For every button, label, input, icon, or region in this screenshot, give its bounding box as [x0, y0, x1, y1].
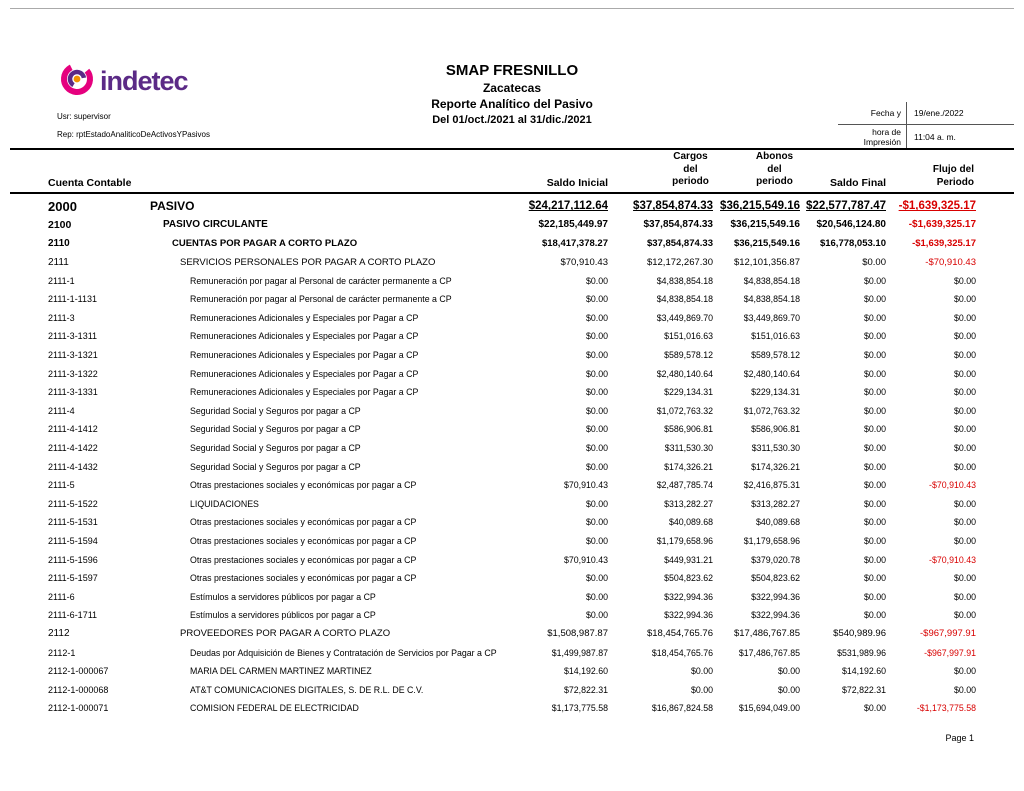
table-row: [48, 569, 976, 588]
hora-value: 11:04 a. m.: [914, 131, 956, 142]
abonos-value: $586,906.81: [751, 424, 800, 435]
table-row: [48, 216, 976, 235]
cargos-value: $40,089.68: [668, 517, 713, 528]
account-description: Seguridad Social y Seguros por pagar a CP: [190, 424, 361, 435]
saldo-inicial-value: $24,217,112.64: [528, 200, 608, 213]
flujo-value: $0.00: [953, 424, 976, 435]
account-code: 2000: [48, 198, 77, 214]
flujo-value: -$1,639,325.17: [908, 219, 976, 231]
indetec-logo: [58, 60, 188, 103]
flujo-value: -$70,910.43: [929, 554, 976, 565]
saldo-inicial-value: $0.00: [585, 498, 608, 509]
flujo-value: $0.00: [953, 535, 976, 546]
flujo-value: -$1,639,325.17: [898, 200, 976, 213]
col-header-abonos: Abonos del periodo: [755, 151, 794, 187]
abonos-value: $379,020.78: [751, 554, 800, 565]
account-description: PROVEEDORES POR PAGAR A CORTO PLAZO: [180, 628, 391, 640]
cargos-value: $0.00: [690, 684, 713, 695]
saldo-final-value: $20,546,124.80: [816, 219, 886, 231]
saldo-inicial-value: $0.00: [585, 405, 608, 416]
account-code: 2111-5-1531: [48, 517, 98, 528]
print-datetime-block: [838, 102, 1014, 148]
cargos-value: $37,854,874.33: [633, 200, 713, 213]
saldo-final-value: $0.00: [863, 443, 886, 454]
table-row: [48, 420, 976, 439]
top-border: [10, 8, 1014, 9]
flujo-value: $0.00: [953, 405, 976, 416]
flujo-value: $0.00: [953, 350, 976, 361]
saldo-final-value: $0.00: [863, 387, 886, 398]
account-code: 2111-5: [48, 480, 75, 491]
abonos-value: $2,416,875.31: [743, 480, 800, 491]
abonos-value: $4,838,854.18: [743, 275, 800, 286]
cargos-value: $151,016.63: [664, 331, 713, 342]
saldo-final-value: $0.00: [863, 480, 886, 491]
account-description: Otras prestaciones sociales y económicas por pagar a CP: [190, 480, 417, 491]
account-description: Remuneraciones Adicionales y Especiales por Pagar a CP: [190, 312, 419, 323]
saldo-final-value: $14,192.60: [841, 666, 886, 677]
cargos-value: $3,449,869.70: [656, 312, 713, 323]
saldo-final-value: $72,822.31: [841, 684, 886, 695]
account-code: 2111-3-1321: [48, 350, 98, 361]
account-code: 2111-5-1522: [48, 498, 98, 509]
col-header-cargos: Cargos del periodo: [672, 151, 709, 187]
saldo-inicial-value: $70,910.43: [560, 256, 608, 268]
saldo-final-value: $0.00: [863, 294, 886, 305]
account-description: MARIA DEL CARMEN MARTINEZ MARTINEZ: [190, 666, 372, 677]
abonos-value: $40,089.68: [755, 517, 800, 528]
saldo-final-value: $0.00: [863, 610, 886, 621]
flujo-value: $0.00: [953, 573, 976, 584]
saldo-final-value: $22,577,787.47: [806, 200, 886, 213]
abonos-value: $0.00: [777, 666, 800, 677]
account-description: Otras prestaciones sociales y económicas por pagar a CP: [190, 535, 417, 546]
table-row: [48, 234, 976, 253]
account-code: 2100: [48, 218, 72, 231]
table-row: [48, 643, 976, 662]
indetec-swirl-icon: [58, 60, 96, 103]
cargos-value: $12,172,267.30: [646, 256, 713, 268]
account-description: Seguridad Social y Seguros por pagar a CP: [190, 461, 361, 472]
saldo-final-value: $0.00: [863, 591, 886, 602]
report-id-label: Rep: rptEstadoAnaliticoDeActivosYPasivos: [57, 130, 210, 139]
table-row: [48, 680, 976, 699]
account-code: 2111-6-1711: [48, 610, 98, 621]
flujo-value: $0.00: [953, 387, 976, 398]
table-row: [48, 346, 976, 365]
abonos-value: $313,282.27: [751, 498, 800, 509]
table-row: [48, 364, 976, 383]
account-description: Remuneración por pagar al Personal de carácter permanente a CP: [190, 294, 452, 305]
abonos-value: $504,823.62: [751, 573, 800, 584]
saldo-inicial-value: $0.00: [585, 591, 608, 602]
table-row: [48, 476, 976, 495]
saldo-inicial-value: $0.00: [585, 294, 608, 305]
cargos-value: $37,854,874.33: [643, 219, 713, 231]
logo-wordmark: indetec: [100, 66, 188, 96]
abonos-value: $1,072,763.32: [743, 405, 800, 416]
col-header-flujo: Flujo del Periodo: [932, 164, 974, 188]
flujo-value: -$1,173,775.58: [916, 703, 976, 714]
saldo-final-value: $0.00: [863, 405, 886, 416]
col-header-saldo-final: Saldo Final: [829, 177, 886, 189]
flujo-value: $0.00: [953, 368, 976, 379]
saldo-inicial-value: $14,192.60: [563, 666, 608, 677]
cargos-value: $16,867,824.58: [651, 703, 713, 714]
cargos-value: $37,854,874.33: [646, 237, 713, 249]
cargos-value: $0.00: [690, 666, 713, 677]
cargos-value: $311,530.30: [664, 443, 713, 454]
account-code: 2111-3-1311: [48, 331, 98, 342]
flujo-value: $0.00: [953, 294, 976, 305]
flujo-value: $0.00: [953, 275, 976, 286]
saldo-final-value: $540,989.96: [833, 628, 886, 640]
account-code: 2112-1: [48, 647, 76, 658]
col-header-saldo-inicial: Saldo Inicial: [546, 177, 608, 189]
table-row: [48, 402, 976, 421]
saldo-inicial-value: $0.00: [585, 573, 608, 584]
account-code: 2111-3-1331: [48, 387, 98, 398]
account-description: Remuneraciones Adicionales y Especiales por Pagar a CP: [190, 350, 419, 361]
flujo-value: -$1,639,325.17: [912, 237, 976, 249]
abonos-value: $17,486,767.85: [733, 628, 800, 640]
saldo-inicial-value: $70,910.43: [563, 554, 608, 565]
saldo-inicial-value: $1,173,775.58: [551, 703, 608, 714]
flujo-value: $0.00: [953, 461, 976, 472]
saldo-inicial-value: $0.00: [585, 387, 608, 398]
saldo-final-value: $0.00: [862, 256, 886, 268]
account-description: Otras prestaciones sociales y económicas por pagar a CP: [190, 573, 417, 584]
account-description: AT&T COMUNICACIONES DIGITALES, S. DE R.L. DE C.V.: [190, 684, 424, 695]
account-description: Seguridad Social y Seguros por pagar a CP: [190, 405, 361, 416]
saldo-final-value: $0.00: [863, 703, 886, 714]
user-label: Usr: supervisor: [57, 112, 111, 121]
fecha-row: [838, 102, 1014, 125]
saldo-inicial-value: $72,822.31: [563, 684, 608, 695]
cargos-value: $313,282.27: [664, 498, 713, 509]
account-code: 2112-1-000068: [48, 684, 109, 695]
fecha-label: Fecha y: [870, 108, 901, 118]
account-code: 2112: [48, 628, 70, 640]
account-description: Remuneraciones Adicionales y Especiales por Pagar a CP: [190, 368, 419, 379]
saldo-inicial-value: $0.00: [585, 424, 608, 435]
account-description: Remuneración por pagar al Personal de carácter permanente a CP: [190, 275, 452, 286]
table-row: [48, 587, 976, 606]
flujo-value: $0.00: [953, 498, 976, 509]
account-code: 2111-5-1596: [48, 554, 98, 565]
saldo-final-value: $0.00: [863, 517, 886, 528]
table-row: [48, 457, 976, 476]
cargos-value: $18,454,765.76: [646, 628, 713, 640]
page-number: Page 1: [945, 733, 974, 743]
saldo-final-value: $16,778,053.10: [819, 237, 886, 249]
table-row: [48, 606, 976, 625]
abonos-value: $0.00: [777, 684, 800, 695]
report-period: Del 01/oct./2021 al 31/dic./2021: [432, 114, 592, 126]
table-row: [48, 662, 976, 681]
account-code: 2111-4: [48, 405, 75, 416]
flujo-value: $0.00: [953, 517, 976, 528]
abonos-value: $12,101,356.87: [733, 256, 800, 268]
cargos-value: $18,454,765.76: [651, 647, 713, 658]
abonos-value: $311,530.30: [751, 443, 800, 454]
table-row: [48, 271, 976, 290]
cargos-value: $1,179,658.96: [656, 535, 713, 546]
table-row: [48, 327, 976, 346]
account-description: Otras prestaciones sociales y económicas por pagar a CP: [190, 517, 417, 528]
abonos-value: $4,838,854.18: [743, 294, 800, 305]
cargos-value: $504,823.62: [664, 573, 713, 584]
table-row: [48, 197, 976, 216]
saldo-final-value: $0.00: [863, 424, 886, 435]
table-row: [48, 309, 976, 328]
flujo-value: $0.00: [953, 666, 976, 677]
table-row: [48, 383, 976, 402]
account-description: SERVICIOS PERSONALES POR PAGAR A CORTO PLAZO: [180, 256, 436, 268]
cargos-value: $1,072,763.32: [656, 405, 713, 416]
table-row: [48, 253, 976, 272]
abonos-value: $3,449,869.70: [743, 312, 800, 323]
account-code: 2111-1: [48, 275, 75, 286]
flujo-value: $0.00: [953, 684, 976, 695]
table-column-headers: [48, 150, 976, 190]
saldo-inicial-value: $22,185,449.97: [538, 219, 608, 231]
saldo-inicial-value: $0.00: [585, 368, 608, 379]
flujo-value: -$967,997.91: [924, 647, 976, 658]
saldo-inicial-value: $70,910.43: [563, 480, 608, 491]
account-description: COMISION FEDERAL DE ELECTRICIDAD: [190, 703, 359, 714]
abonos-value: $36,215,549.16: [733, 237, 800, 249]
account-code: 2111-3-1322: [48, 368, 98, 379]
fecha-value: 19/ene./2022: [914, 108, 964, 118]
col-header-cuenta: Cuenta Contable: [48, 177, 132, 189]
account-code: 2112-1-000067: [48, 666, 109, 677]
abonos-value: $229,134.31: [751, 387, 800, 398]
account-description: PASIVO: [150, 199, 195, 214]
account-description: Remuneraciones Adicionales y Especiales por Pagar a CP: [190, 331, 419, 342]
table-row: [48, 513, 976, 532]
saldo-final-value: $0.00: [863, 275, 886, 286]
saldo-inicial-value: $0.00: [585, 461, 608, 472]
account-description: Deudas por Adquisición de Bienes y Contratación de Servicios por Pagar a CP: [190, 647, 497, 658]
abonos-value: $589,578.12: [751, 350, 800, 361]
cargos-value: $4,838,854.18: [656, 294, 713, 305]
abonos-value: $174,326.21: [751, 461, 800, 472]
account-code: 2110: [48, 237, 70, 249]
abonos-value: $36,215,549.16: [720, 200, 800, 213]
flujo-value: $0.00: [953, 443, 976, 454]
saldo-final-value: $0.00: [863, 461, 886, 472]
hora-label: hora de Impresión: [863, 126, 901, 147]
account-code: 2111-4-1422: [48, 443, 98, 454]
saldo-final-value: $531,989.96: [837, 647, 886, 658]
account-code: 2111-5-1594: [48, 535, 98, 546]
account-code: 2112-1-000071: [48, 703, 109, 714]
saldo-inicial-value: $0.00: [585, 535, 608, 546]
cargos-value: $322,994.36: [664, 591, 713, 602]
table-row: [48, 495, 976, 514]
saldo-final-value: $0.00: [863, 368, 886, 379]
header-underline-rule: [10, 192, 1014, 194]
table-row: [48, 532, 976, 551]
cargos-value: $449,931.21: [664, 554, 713, 565]
report-name: Reporte Analítico del Pasivo: [431, 97, 593, 111]
abonos-value: $151,016.63: [751, 331, 800, 342]
abonos-value: $322,994.36: [751, 591, 800, 602]
account-code: 2111-4-1432: [48, 461, 98, 472]
table-row: [48, 625, 976, 644]
abonos-value: $17,486,767.85: [738, 647, 800, 658]
abonos-value: $36,215,549.16: [730, 219, 800, 231]
account-description: CUENTAS POR PAGAR A CORTO PLAZO: [172, 237, 358, 249]
account-description: Remuneraciones Adicionales y Especiales por Pagar a CP: [190, 387, 419, 398]
abonos-value: $322,994.36: [751, 610, 800, 621]
account-table-body: [48, 197, 976, 718]
saldo-final-value: $0.00: [863, 331, 886, 342]
title-block: [262, 62, 762, 126]
account-code: 2111-1-1131: [48, 294, 98, 305]
saldo-final-value: $0.00: [863, 535, 886, 546]
saldo-inicial-value: $0.00: [585, 443, 608, 454]
flujo-value: $0.00: [953, 331, 976, 342]
saldo-inicial-value: $1,508,987.87: [547, 628, 608, 640]
abonos-value: $1,179,658.96: [743, 535, 800, 546]
saldo-final-value: $0.00: [863, 312, 886, 323]
account-description: Otras prestaciones sociales y económicas por pagar a CP: [190, 554, 417, 565]
flujo-value: -$967,997.91: [920, 628, 976, 640]
saldo-final-value: $0.00: [863, 554, 886, 565]
hora-row: [838, 125, 1014, 148]
flujo-value: -$70,910.43: [929, 480, 976, 491]
entity-state: Zacatecas: [482, 81, 542, 95]
account-description: Estímulos a servidores públicos por pagar a CP: [190, 591, 376, 602]
table-row: [48, 290, 976, 309]
account-code: 2111-6: [48, 591, 75, 602]
saldo-final-value: $0.00: [863, 350, 886, 361]
account-description: PASIVO CIRCULANTE: [163, 219, 268, 231]
flujo-value: $0.00: [953, 610, 976, 621]
cargos-value: $2,480,140.64: [656, 368, 713, 379]
entity-title: SMAP FRESNILLO: [445, 62, 579, 79]
cargos-value: $229,134.31: [664, 387, 713, 398]
account-description: LIQUIDACIONES: [190, 498, 259, 509]
table-row: [48, 699, 976, 718]
flujo-value: $0.00: [953, 591, 976, 602]
cargos-value: $174,326.21: [664, 461, 713, 472]
account-code: 2111-3: [48, 312, 75, 323]
saldo-inicial-value: $0.00: [585, 350, 608, 361]
saldo-inicial-value: $0.00: [585, 275, 608, 286]
table-row: [48, 439, 976, 458]
account-description: Seguridad Social y Seguros por pagar a CP: [190, 443, 361, 454]
account-code: 2111: [48, 256, 69, 268]
flujo-value: -$70,910.43: [925, 256, 976, 268]
account-code: 2111-5-1597: [48, 573, 98, 584]
abonos-value: $2,480,140.64: [743, 368, 800, 379]
abonos-value: $15,694,049.00: [738, 703, 800, 714]
saldo-inicial-value: $0.00: [585, 517, 608, 528]
saldo-inicial-value: $0.00: [585, 312, 608, 323]
saldo-inicial-value: $0.00: [585, 331, 608, 342]
flujo-value: $0.00: [953, 312, 976, 323]
cargos-value: $322,994.36: [664, 610, 713, 621]
cargos-value: $4,838,854.18: [656, 275, 713, 286]
saldo-inicial-value: $0.00: [585, 610, 608, 621]
cargos-value: $589,578.12: [664, 350, 713, 361]
cargos-value: $2,487,785.74: [656, 480, 713, 491]
saldo-inicial-value: $1,499,987.87: [551, 647, 608, 658]
saldo-final-value: $0.00: [863, 498, 886, 509]
account-code: 2111-4-1412: [48, 424, 98, 435]
table-row: [48, 550, 976, 569]
saldo-inicial-value: $18,417,378.27: [541, 237, 608, 249]
cargos-value: $586,906.81: [664, 424, 713, 435]
saldo-final-value: $0.00: [863, 573, 886, 584]
account-description: Estímulos a servidores públicos por pagar a CP: [190, 610, 376, 621]
